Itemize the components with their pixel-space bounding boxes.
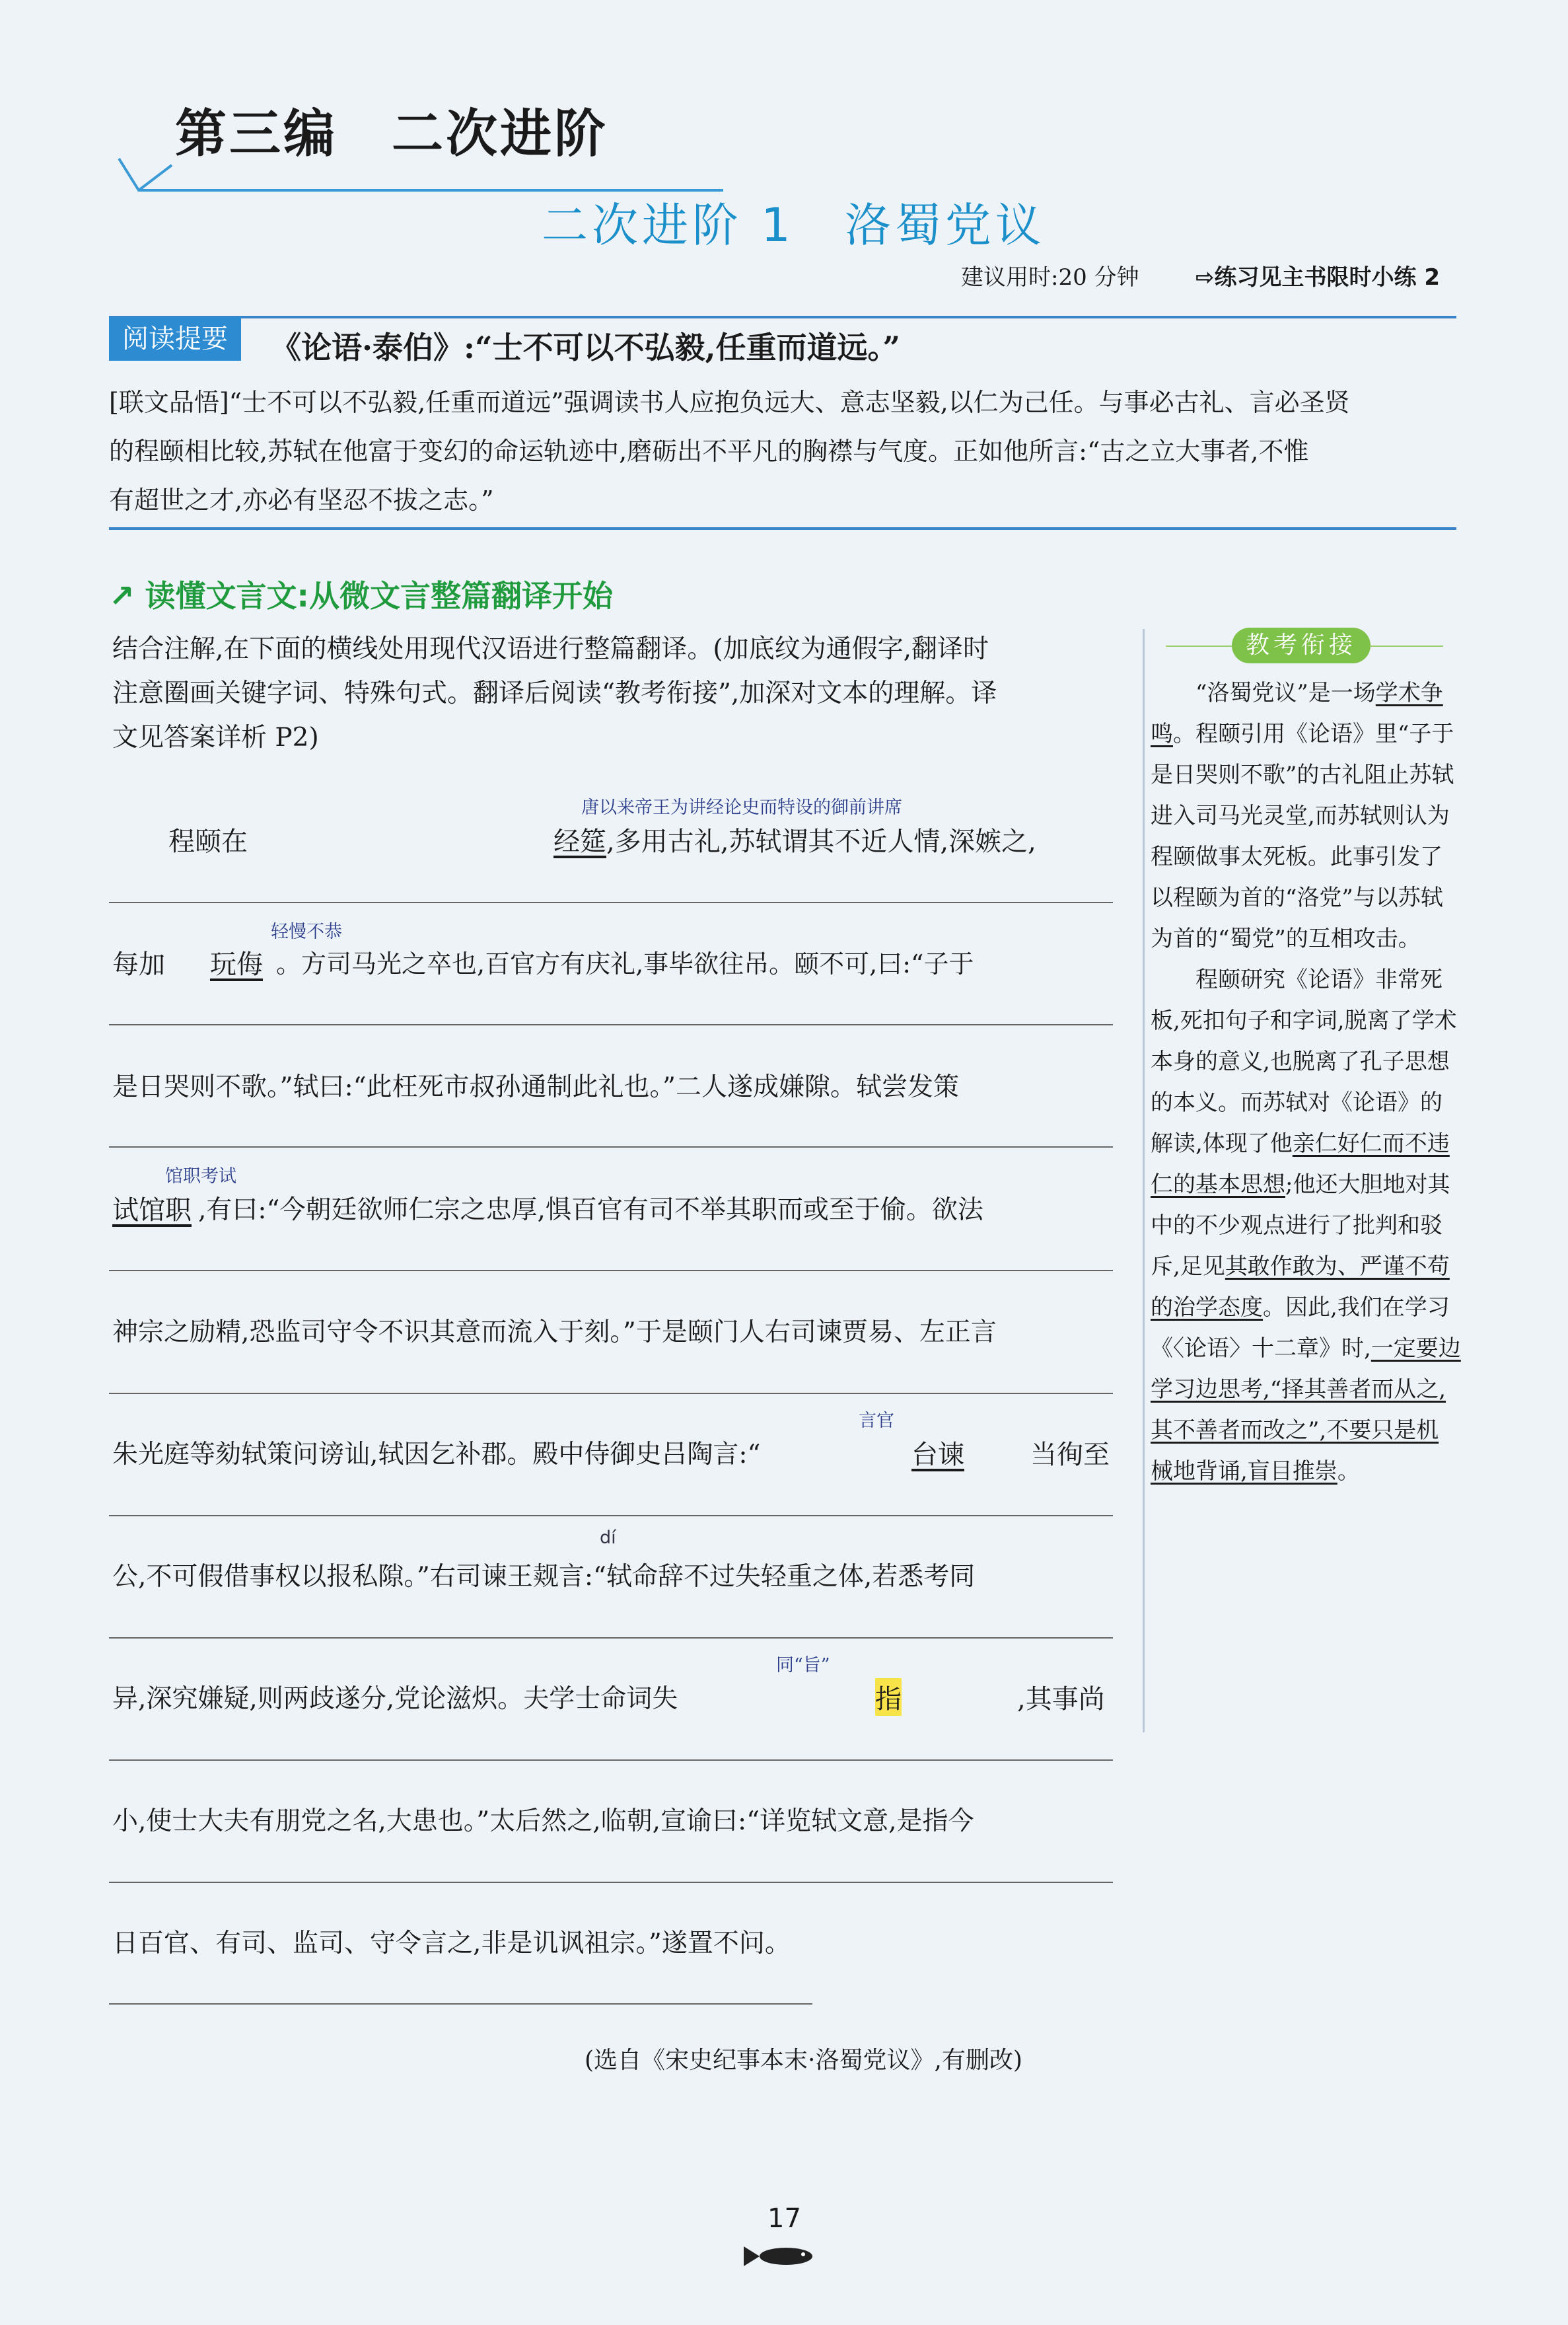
passage-row-1b: 经筵 (553, 827, 606, 857)
sidebar-text (1151, 673, 1461, 1492)
passage-row-1a: 程颐在 (168, 827, 248, 857)
passage-row-2b: 玩侮 (210, 949, 263, 980)
sidebar-title: 教考衔接 (1232, 628, 1371, 663)
passage-row-6b: 台谏 (911, 1440, 964, 1470)
answer-line[interactable] (109, 2003, 812, 2005)
passage-row-2c: 。方司马光之卒也,百官方有庆礼,事毕欲往吊。颐不可,曰:“子于 (276, 949, 974, 978)
passage-row-2a: 每加 (112, 949, 165, 980)
sidebar-p2-c: ;他还大胆地对其中的不少观点进行了批判和驳斥,足见 (1151, 1171, 1450, 1280)
reading-quote: 《论语·泰伯》:“士不可以不弘毅,任重而道远。” (271, 330, 900, 365)
sidebar-paragraph-1 (1151, 673, 1461, 959)
answer-line[interactable] (109, 1515, 1113, 1516)
part-title: 第三编 二次进阶 (175, 104, 609, 164)
reading-line-3: 有超世之才,亦必有坚忍不拔之志。” (109, 486, 494, 515)
passage-row-6c: 当徇至 (1030, 1440, 1110, 1470)
reading-line-1: [联文品悟]“士不可以不弘毅,任重而道远”强调读书人应抱负远大、意志坚毅,以仁为己任。与事必古礼、言必圣贤 (109, 388, 1350, 417)
annotation-zhi: 同“旨” (776, 1655, 830, 1676)
answer-line[interactable] (109, 1637, 1113, 1639)
annotation-wanwu: 轻慢不恭 (271, 922, 342, 942)
sidebar-p1-a: “洛蜀党议”是一场 (1195, 680, 1376, 706)
reading-line-2: 的程颐相比较,苏轼在他富于变幻的命运轨迹中,磨砺出不平凡的胸襟与气度。正如他所言:“古之立大事者,不惟 (109, 437, 1309, 466)
answer-line[interactable] (109, 902, 1113, 903)
annotation-taijian: 言官 (859, 1411, 894, 1431)
passage-row-7: 公,不可假借事权以报私隙。”右司谏王觌言:“轼命辞不过失轻重之体,若悉考同 (112, 1562, 976, 1592)
passage-row-8b: 指 (875, 1678, 902, 1716)
page-number: 17 (767, 2203, 801, 2234)
section-title: ↗ 读懂文言文:从微文言整篇翻译开始 (109, 578, 613, 614)
passage-row-8c: ,其事尚 (1017, 1684, 1105, 1715)
sidebar-p2-g: 。 (1337, 1458, 1360, 1485)
intro-line-1: 结合注解,在下面的横线处用现代汉语进行整篇翻译。(加底纹为通假字,翻译时 (112, 634, 989, 664)
reading-tag: 阅读提要 (109, 317, 241, 361)
suggested-time: 建议用时:20 分钟 (961, 264, 1139, 291)
sidebar-paragraph-2 (1151, 959, 1461, 1492)
reading-top-rule (109, 316, 1456, 318)
sidebar-p1-b: 学术争鸣 (1151, 680, 1443, 747)
answer-line[interactable] (109, 1024, 1113, 1025)
intro-line-3: 文见答案详析 P2) (112, 723, 319, 753)
answer-line[interactable] (109, 1393, 1113, 1394)
sidebar-head-line-left (1166, 646, 1232, 647)
passage-row-4a: 试馆职 (112, 1195, 192, 1226)
passage-row-6a: 朱光庭等劾轼策问谤讪,轼因乞补郡。殿中侍御史吕陶言:“ (112, 1440, 761, 1469)
passage-row-5: 神宗之励精,恐监司守令不识其意而流入于刻。”于是颐门人右司谏贾易、左正言 (112, 1317, 997, 1347)
answer-line[interactable] (109, 1270, 1113, 1271)
sidebar-p2-a: 程颐研究《论语》非常死板,死扣句子和字词,脱离了学术本身的意义,也脱离了孔子思想的本义。而苏轼对《论语》的解读,体现了他 (1151, 967, 1457, 1157)
passage-row-4b: ,有曰:“今朝廷欲师仁宗之忠厚,惧百官有司不举其职而或至于偷。欲法 (198, 1195, 983, 1225)
intro-line-2: 注意圈画关键字词、特殊句式。翻译后阅读“教考衔接”,加深对文本的理解。译 (112, 679, 997, 708)
answer-line[interactable] (109, 1146, 1113, 1148)
sidebar-p2-d: 其敢作敢为、严谨不苟的治学态度 (1151, 1253, 1450, 1321)
passage-row-1c: ,多用古礼,苏轼谓其不近人情,深嫉之, (606, 827, 1036, 857)
annotation-pinyin-di: dí (600, 1528, 616, 1548)
lesson-title: 二次进阶 1 洛蜀党议 (542, 198, 1046, 252)
passage-row-10: 日百官、有司、监司、守令言之,非是讥讽祖宗。”遂置不问。 (112, 1929, 791, 1958)
fish-icon (740, 2240, 826, 2273)
sidebar-p2-b: 亲仁好仁而不违仁的基本思想 (1151, 1130, 1450, 1198)
reading-bottom-rule (109, 527, 1456, 530)
annotation-guanzhi: 馆职考试 (165, 1166, 236, 1187)
sidebar-head-line-right (1371, 646, 1443, 647)
passage-source: (选自《宋史纪事本末·洛蜀党议》,有删改) (585, 2047, 1022, 2074)
sidebar-p1-c: 。程颐引用《论语》里“子于是日哭则不歌”的古礼阻止苏轼进入司马光灵堂,而苏轼则认为程颐做事太死板。此事引发了以程颐为首的“洛党”与以苏轼为首的“蜀党”的互相攻击。 (1151, 721, 1454, 952)
passage-row-3: 是日哭则不歌。”轼曰:“此枉死市叔孙通制此礼也。”二人遂成嫌隙。轼尝发策 (112, 1072, 959, 1102)
annotation-jingyan: 唐以来帝王为讲经论史而特设的御前讲席 (581, 797, 902, 818)
answer-line[interactable] (109, 1759, 1113, 1761)
passage-row-9: 小,使士大夫有朋党之名,大患也。”太后然之,临朝,宣谕曰:“详览轼文意,是指今 (112, 1806, 974, 1836)
sidebar-p2-f: 一定要边学习边思考,“择其善者而从之,其不善者而改之”,不要只是机械地背诵,盲目推崇 (1151, 1335, 1461, 1485)
sidebar-p2-e: 。因此,我们在学习《〈论语〉十二章》时, (1151, 1294, 1450, 1362)
passage-row-8a: 异,深究嫌疑,则两歧遂分,党论滋炽。夫学士命词失 (112, 1684, 678, 1714)
practice-link[interactable]: ⇨练习见主书限时小练 2 (1195, 264, 1440, 291)
answer-line[interactable] (109, 1882, 1113, 1883)
